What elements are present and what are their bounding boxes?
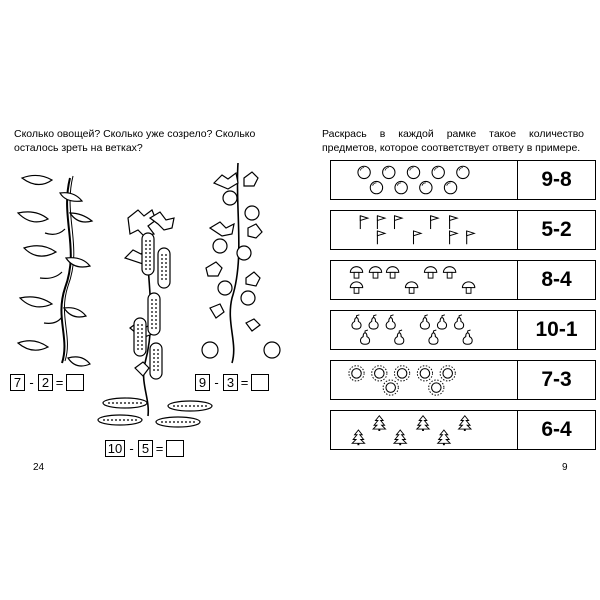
mushroom-icon[interactable]	[424, 267, 436, 278]
mushroom-icon[interactable]	[443, 267, 455, 278]
pepper-icon	[60, 193, 82, 202]
right-page	[300, 0, 600, 600]
pear-icon[interactable]	[429, 330, 438, 344]
items-area	[331, 311, 515, 349]
tree-icon[interactable]	[417, 416, 429, 431]
pepper-icon	[64, 308, 86, 317]
pear-icon[interactable]	[395, 330, 404, 344]
mushroom-icon[interactable]	[386, 267, 398, 278]
tree-icon[interactable]	[459, 416, 471, 431]
equation-9-minus-3: 9 - 3 =	[195, 374, 269, 391]
flag-icon[interactable]	[450, 216, 458, 229]
pear-icon[interactable]	[361, 330, 370, 344]
sun-icon[interactable]	[372, 366, 387, 381]
mushroom-icon[interactable]	[350, 267, 362, 278]
ball-icon[interactable]	[420, 181, 432, 193]
example-expression: 5-2	[517, 211, 595, 249]
cucumber-icon	[158, 248, 170, 288]
pepper-icon	[18, 212, 48, 222]
tomato-icon	[202, 342, 218, 358]
vegetables-illustration	[0, 158, 300, 458]
pear-icon[interactable]	[437, 315, 446, 329]
cucumber-plant	[125, 210, 174, 416]
cucumber-icon	[142, 233, 154, 275]
cucumber-icon	[98, 415, 142, 425]
tomato-icon	[237, 246, 251, 260]
flag-icon[interactable]	[450, 231, 458, 244]
items-area	[331, 211, 515, 249]
sun-icon[interactable]	[440, 366, 455, 381]
tomato-icon	[245, 206, 259, 220]
pear-icon[interactable]	[455, 315, 464, 329]
cucumber-icon	[134, 318, 146, 356]
left-instruction: Сколько овощей? Сколько уже созрело? Сколько осталось зреть на ветках?	[14, 128, 256, 154]
cucumber-icon	[148, 293, 160, 335]
sun-icon[interactable]	[383, 380, 398, 395]
cucumber-icon	[150, 343, 162, 379]
ball-icon[interactable]	[358, 166, 370, 178]
example-expression: 10-1	[517, 311, 595, 349]
ball-icon[interactable]	[395, 181, 407, 193]
right-instruction: Раскрась в каждой рамке такое количество предметов, которое соответствует ответу в примере.	[322, 128, 584, 154]
pepper-icon	[70, 213, 92, 222]
answer-box[interactable]	[251, 374, 269, 391]
mushroom-icon[interactable]	[369, 267, 381, 278]
flag-icon[interactable]	[360, 216, 368, 229]
sun-icon[interactable]	[429, 380, 444, 395]
ball-icon[interactable]	[457, 166, 469, 178]
pepper-icon	[22, 175, 52, 184]
tomato-icon	[241, 291, 255, 305]
tomato-icon	[223, 191, 237, 205]
pepper-icon	[24, 246, 56, 256]
pear-icon[interactable]	[386, 315, 395, 329]
counting-frame	[330, 260, 596, 300]
tomato-icon	[218, 281, 232, 295]
page-number: 9	[562, 462, 568, 473]
pear-icon[interactable]	[420, 315, 429, 329]
equation-10-minus-5: 10 - 5 =	[105, 440, 184, 457]
counting-frame	[330, 160, 596, 200]
equation-7-minus-2: 7 - 2 =	[10, 374, 84, 391]
counting-frame	[330, 410, 596, 450]
example-expression: 6-4	[517, 411, 595, 449]
example-expression: 9-8	[517, 161, 595, 199]
items-area	[331, 161, 515, 199]
example-expression: 7-3	[517, 361, 595, 399]
mushroom-icon[interactable]	[350, 282, 362, 293]
ball-icon[interactable]	[383, 166, 395, 178]
cucumber-icon	[156, 417, 200, 427]
tree-icon[interactable]	[373, 416, 385, 431]
tree-icon[interactable]	[394, 430, 406, 445]
sun-icon[interactable]	[349, 366, 364, 381]
counting-frame	[330, 310, 596, 350]
tomato-icon	[264, 342, 280, 358]
ball-icon[interactable]	[444, 181, 456, 193]
tomato-icon	[213, 239, 227, 253]
cucumber-icon	[103, 398, 147, 408]
flag-icon[interactable]	[414, 231, 422, 244]
answer-box[interactable]	[66, 374, 84, 391]
counting-frame	[330, 360, 596, 400]
flag-icon[interactable]	[377, 231, 385, 244]
tree-icon[interactable]	[352, 430, 364, 445]
flag-icon[interactable]	[431, 216, 439, 229]
pepper-plant	[18, 175, 92, 366]
tree-icon[interactable]	[438, 430, 450, 445]
harvested-cucumbers	[98, 398, 212, 427]
ball-icon[interactable]	[432, 166, 444, 178]
pear-icon[interactable]	[463, 330, 472, 344]
cucumber-icon	[168, 401, 212, 411]
example-expression: 8-4	[517, 261, 595, 299]
pepper-icon	[18, 341, 48, 350]
pear-icon[interactable]	[352, 315, 361, 329]
flag-icon[interactable]	[377, 216, 385, 229]
tomato-plant	[202, 163, 280, 363]
items-area	[331, 361, 515, 399]
answer-box[interactable]	[166, 440, 184, 457]
sun-icon[interactable]	[417, 366, 432, 381]
page-number: 24	[33, 462, 45, 473]
counting-frame	[330, 210, 596, 250]
flag-icon[interactable]	[467, 231, 475, 244]
flag-icon[interactable]	[395, 216, 403, 229]
items-area	[331, 411, 515, 449]
ball-icon[interactable]	[370, 181, 382, 193]
pear-icon[interactable]	[369, 315, 378, 329]
ball-icon[interactable]	[407, 166, 419, 178]
mushroom-icon[interactable]	[405, 282, 417, 293]
pepper-icon	[68, 357, 90, 366]
pepper-icon	[20, 297, 52, 307]
sun-icon[interactable]	[395, 366, 410, 381]
mushroom-icon[interactable]	[462, 282, 474, 293]
items-area	[331, 261, 515, 299]
